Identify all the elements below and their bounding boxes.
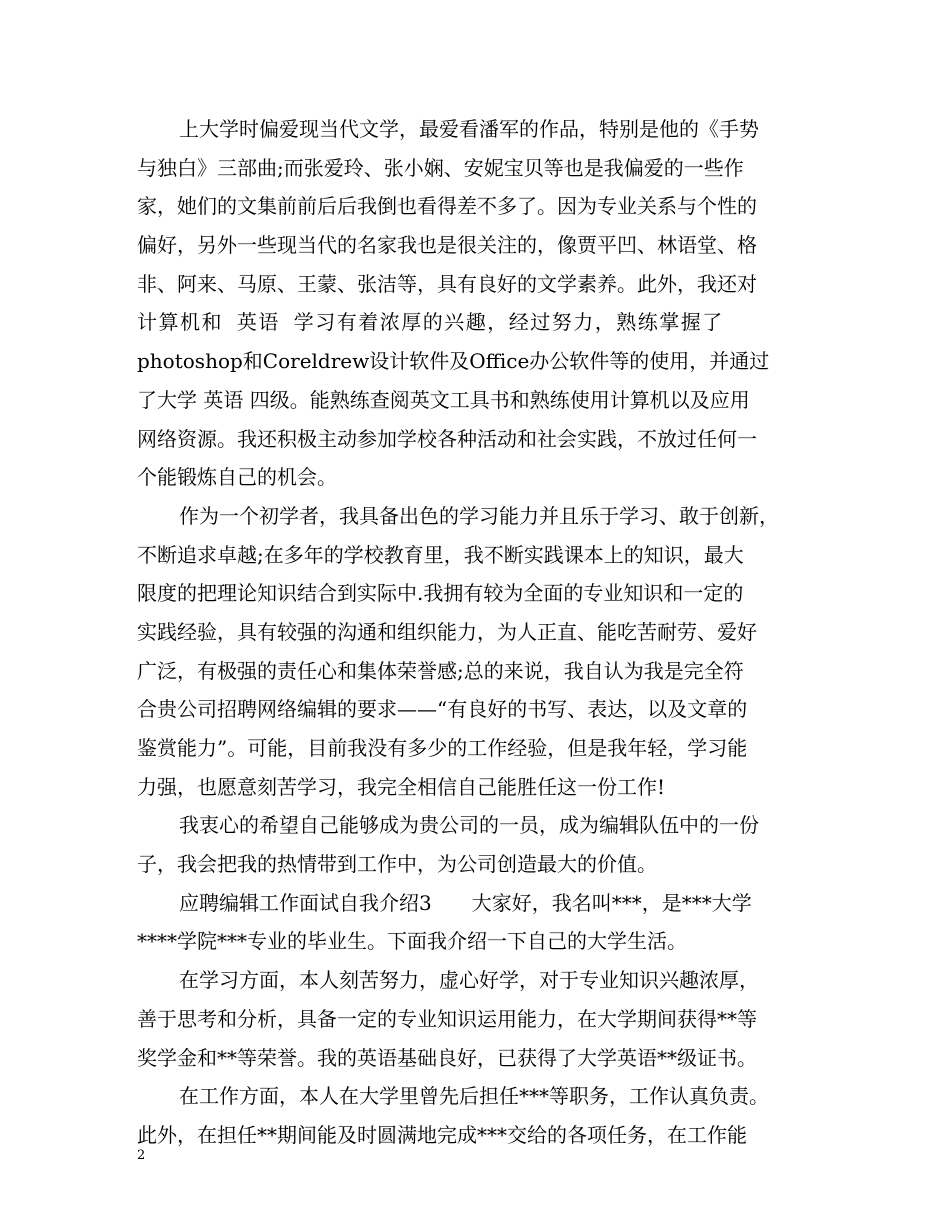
text-line: 计算机和 英语 学习有着浓厚的兴趣，经过努力，熟练掌握了 xyxy=(137,310,724,335)
page-number: 2 xyxy=(137,1148,146,1163)
text-line: 与独白》三部曲;而张爱玲、张小娴、安妮宝贝等也是我偏爱的一些作 xyxy=(137,155,744,180)
text-line: 实践经验，具有较强的沟通和组织能力，为人正直、能吃苦耐劳、爱好 xyxy=(137,619,757,644)
text-line: 了大学 英语 四级。能熟练查阅英文工具书和熟练使用计算机以及应用 xyxy=(137,387,750,412)
text-line: 应聘编辑工作面试自我介绍3 大家好，我名叫***，是***大学 xyxy=(179,890,752,915)
text-line: 善于思考和分析，具备一定的专业知识运用能力，在大学期间获得**等 xyxy=(137,1006,757,1031)
text-line: 奖学金和**等荣誉。我的英语基础良好，已获得了大学英语**级证书。 xyxy=(137,1045,757,1070)
text-line: 我衷心的希望自己能够成为贵公司的一员，成为编辑队伍中的一份 xyxy=(179,813,759,838)
text-line: 作为一个初学者，我具备出色的学习能力并且乐于学习、敢于创新， xyxy=(179,503,779,528)
text-line: 子，我会把我的热情带到工作中，为公司创造最大的价值。 xyxy=(137,852,657,877)
text-line: 力强，也愿意刻苦学习，我完全相信自己能胜任这一份工作! xyxy=(137,774,666,799)
text-line: ****学院***专业的毕业生。下面我介绍一下自己的大学生活。 xyxy=(137,929,687,954)
text-line: 广泛，有极强的责任心和集体荣誉感;总的来说，我自认为我是完全符 xyxy=(137,658,744,683)
text-line: 不断追求卓越;在多年的学校教育里，我不断实践课本上的知识，最大 xyxy=(137,542,744,567)
text-line: 非、阿来、马原、王蒙、张洁等，具有良好的文学素养。此外，我还对 xyxy=(137,271,757,296)
text-line: 网络资源。我还积极主动参加学校各种活动和社会实践，不放过任何一 xyxy=(137,426,757,451)
text-line: 偏好，另外一些现当代的名家我也是很关注的，像贾平凹、林语堂、格 xyxy=(137,233,757,258)
text-line: 限度的把理论知识结合到实际中.我拥有较为全面的专业知识和一定的 xyxy=(137,581,744,606)
text-line: 此外，在担任**期间能及时圆满地完成***交给的各项任务，在工作能 xyxy=(137,1122,747,1147)
text-line: 在工作方面，本人在大学里曾先后担任***等职务，工作认真负责。 xyxy=(179,1084,769,1109)
text-line: photoshop和Coreldrew设计软件及Office办公软件等的使用，并通过 xyxy=(137,349,770,374)
text-line: 在学习方面，本人刻苦努力，虚心好学，对于专业知识兴趣浓厚， xyxy=(179,968,759,993)
body-text xyxy=(137,110,827,1155)
text-line: 合贵公司招聘网络编辑的要求——“有良好的书写、表达，以及文章的 xyxy=(137,697,748,722)
text-line: 上大学时偏爱现当代文学，最爱看潘军的作品，特别是他的《手势 xyxy=(179,117,759,141)
text-line: 家，她们的文集前前后后我倒也看得差不多了。因为专业关系与个性的 xyxy=(137,194,757,219)
text-line: 鉴赏能力”。可能，目前我没有多少的工作经验，但是我年轻，学习能 xyxy=(137,736,748,760)
text-line: 个能锻炼自己的机会。 xyxy=(137,465,337,490)
